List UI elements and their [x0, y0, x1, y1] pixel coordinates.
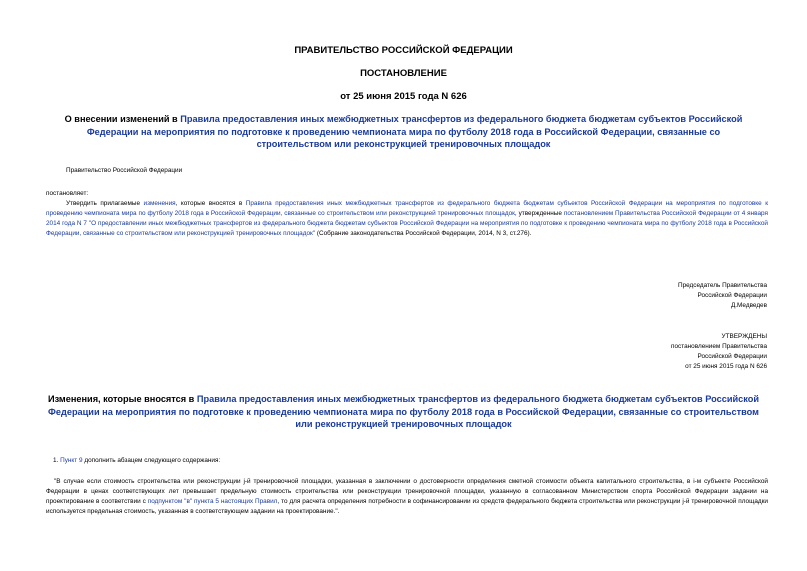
main-paragraph: [46, 199, 768, 239]
approved-by: постановлением Правительства: [671, 343, 767, 350]
document-type: ПОСТАНОВЛЕНИЕ: [360, 68, 447, 79]
signature-block: [467, 281, 767, 311]
resolves-line: постановляет:: [46, 190, 89, 197]
subpoint-link[interactable]: подпунктом "в" пункта 5 настоящих Правил: [147, 498, 278, 505]
approved-block: [467, 332, 767, 372]
paragraph-text: , которые вносятся в: [175, 200, 246, 207]
resolution-link[interactable]: постановлением Правительства Российской Федерации от 4 января 2014 года N 7 "О предоставлении иных межбюджетных трансфертов из федерального бюджета бюджетам субъектов Российской Федерации на мероприятия по подготовке к проведению чемпионата мира по футболу 2018 года в Российской Федерации, связанные со строительством или реконструкцией тренировочных площадок": [46, 210, 768, 237]
approved-date: от 25 июня 2015 года N 626: [685, 363, 767, 370]
government-header: ПРАВИТЕЛЬСТВО РОССИЙСКОЙ ФЕДЕРАЦИИ: [294, 45, 513, 56]
changes-rules-link[interactable]: Правила предоставления иных межбюджетных трансфертов из федерального бюджета бюджетам субъектов Российской Федерации на мероприятия по подготовке к проведению чемпионата мира по футболу 2018 года в Российской Федерации, связанные со строительством или реконструкцией тренировочных площадок: [48, 394, 759, 429]
quote-text: , то для расчета определения потребности в софинансировании из средств федерального бюджета строительства или реконструкции j-й тренировочной площадки используется предельная стоимость, указанная в соответствующем задании на проектирование.".: [46, 498, 768, 515]
changes-title: [44, 393, 763, 431]
rules-paragraph-link[interactable]: Правила предоставления иных межбюджетных трансфертов из федерального бюджета бюджетам субъектов Российской Федерации на мероприятия по подготовке к проведению чемпионата мира по футболу 2018 года в Российской Федерации, связанные со строительством или реконструкцией тренировочных площадок: [46, 200, 768, 217]
paragraph-text: Утвердить прилагаемые: [66, 200, 144, 207]
quoted-paragraph: [46, 477, 768, 517]
item-1: [53, 456, 220, 466]
changes-link[interactable]: изменения: [143, 200, 176, 207]
item-number: 1.: [53, 457, 61, 464]
approved-org: Российской Федерации: [697, 353, 767, 360]
signature-title: Председатель Правительства: [678, 282, 767, 289]
rules-link[interactable]: Правила предоставления иных межбюджетных трансфертов из федерального бюджета бюджетам субъектов Российской Федерации на мероприятия по подготовке к проведению чемпионата мира по футболу 2018 года в Российской Федерации, связанные со строительством или реконструкцией тренировочных площадок: [86, 114, 743, 149]
title-prefix: О внесении изменений в: [64, 114, 181, 124]
quote-text: "В случае если стоимость строительства или реконструкции j-й тренировочной площадки, указанная в заключении о достоверности определения сметной стоимости объекта капитального строительства, в i-м субъекте Российской Федерации в ценах соответствующих лет превышает предельную стоимость строительства или реконструкции тренировочной площадки, указанную в согласованном Министерством спорта Российской Федерации задании на проектирование в соответствии с: [46, 478, 768, 505]
signature-org: Российской Федерации: [697, 292, 767, 299]
paragraph-text: (Собрание законодательства Российской Федерации, 2014, N 3, ст.276).: [315, 230, 532, 237]
government-line: Правительство Российской Федерации: [66, 167, 183, 174]
approved-label: УТВЕРЖДЕНЫ: [721, 333, 767, 340]
changes-title-prefix: Изменения, которые вносятся в: [47, 394, 197, 404]
item-text: дополнить абзацем следующего содержания:: [82, 457, 221, 464]
document-title: [50, 113, 757, 151]
paragraph-text: , утвержденные: [514, 210, 564, 217]
point-9-link[interactable]: Пункт 9: [60, 457, 83, 464]
date-number: от 25 июня 2015 года N 626: [340, 91, 467, 102]
signature-name: Д.Медведев: [730, 302, 767, 309]
